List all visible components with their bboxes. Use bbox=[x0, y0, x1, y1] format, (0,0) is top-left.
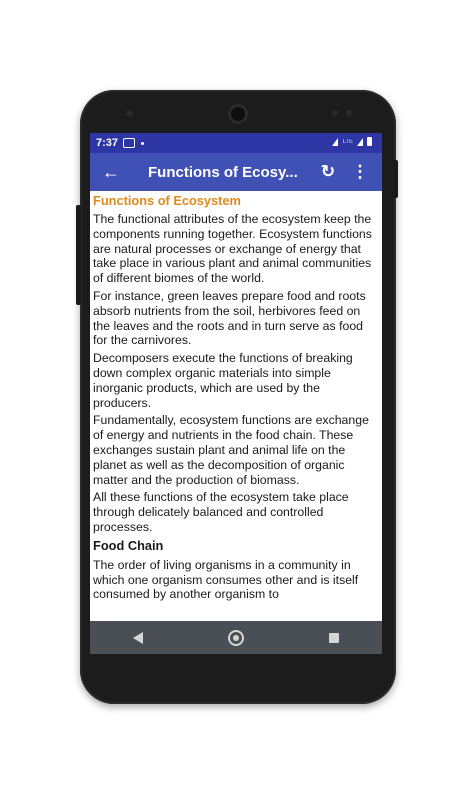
power-button bbox=[393, 160, 398, 198]
article-paragraph: All these functions of the ecosystem take place through delicately balanced and controlled processes. bbox=[93, 490, 349, 534]
front-camera bbox=[228, 104, 248, 124]
sensor-dot bbox=[126, 110, 133, 117]
nav-recents-button[interactable] bbox=[329, 633, 339, 643]
article-paragraph: The order of living organisms in a community in which one organism consumes other and is itself consumed by another organism to bbox=[93, 557, 359, 602]
status-time: 7:37 bbox=[96, 137, 119, 149]
battery-icon bbox=[367, 137, 372, 146]
system-nav-bar bbox=[90, 621, 382, 654]
signal-icon bbox=[332, 138, 338, 146]
phone-screen bbox=[90, 133, 382, 654]
article-paragraph: Decomposers execute the functions of breaking down complex organic materials into simple inorganic products, which are used by the producers. bbox=[93, 351, 353, 410]
nav-back-button[interactable] bbox=[133, 632, 143, 644]
nav-home-button[interactable] bbox=[228, 630, 244, 646]
more-vert-icon: ⋮ bbox=[351, 162, 369, 181]
article-content[interactable] bbox=[90, 191, 382, 621]
more-menu-button[interactable] bbox=[350, 153, 370, 191]
status-bar bbox=[90, 133, 382, 153]
app-bar bbox=[90, 153, 382, 191]
article-heading: Functions of Ecosystem bbox=[93, 193, 241, 208]
arrow-left-icon: ← bbox=[102, 161, 120, 182]
notification-dot-icon bbox=[141, 142, 144, 145]
notification-icon bbox=[123, 138, 135, 148]
article-paragraph: For instance, green leaves prepare food and roots absorb nutrients from the soil, herbivores feed on the leaves and the roots and in turn serve as food for the carnivores. bbox=[93, 288, 366, 348]
lte-icon: LTE bbox=[342, 138, 353, 145]
back-button[interactable] bbox=[90, 153, 132, 191]
section-heading: Food Chain bbox=[93, 537, 164, 553]
volume-button bbox=[76, 205, 81, 305]
sensor-dot bbox=[332, 110, 338, 116]
signal-icon bbox=[357, 138, 363, 146]
article-paragraph: The functional attributes of the ecosystem keep the components running together. Ecosystem functions are natural processes or exchange of energy that take place in various plant and animal communities of different biomes of the world. bbox=[93, 212, 372, 286]
sensor-dot bbox=[346, 110, 352, 116]
page-title: Functions of Ecosy... bbox=[148, 163, 298, 181]
refresh-button[interactable] bbox=[314, 153, 342, 191]
refresh-icon: ↻ bbox=[320, 162, 336, 181]
article-paragraph: Fundamentally, ecosystem functions are exchange of energy and nutrients in the food chain. These exchanges sustain plant and animal life on the planet as well as the decomposition of organic matter and the production of biomass. bbox=[93, 413, 369, 487]
status-icons bbox=[332, 137, 372, 146]
